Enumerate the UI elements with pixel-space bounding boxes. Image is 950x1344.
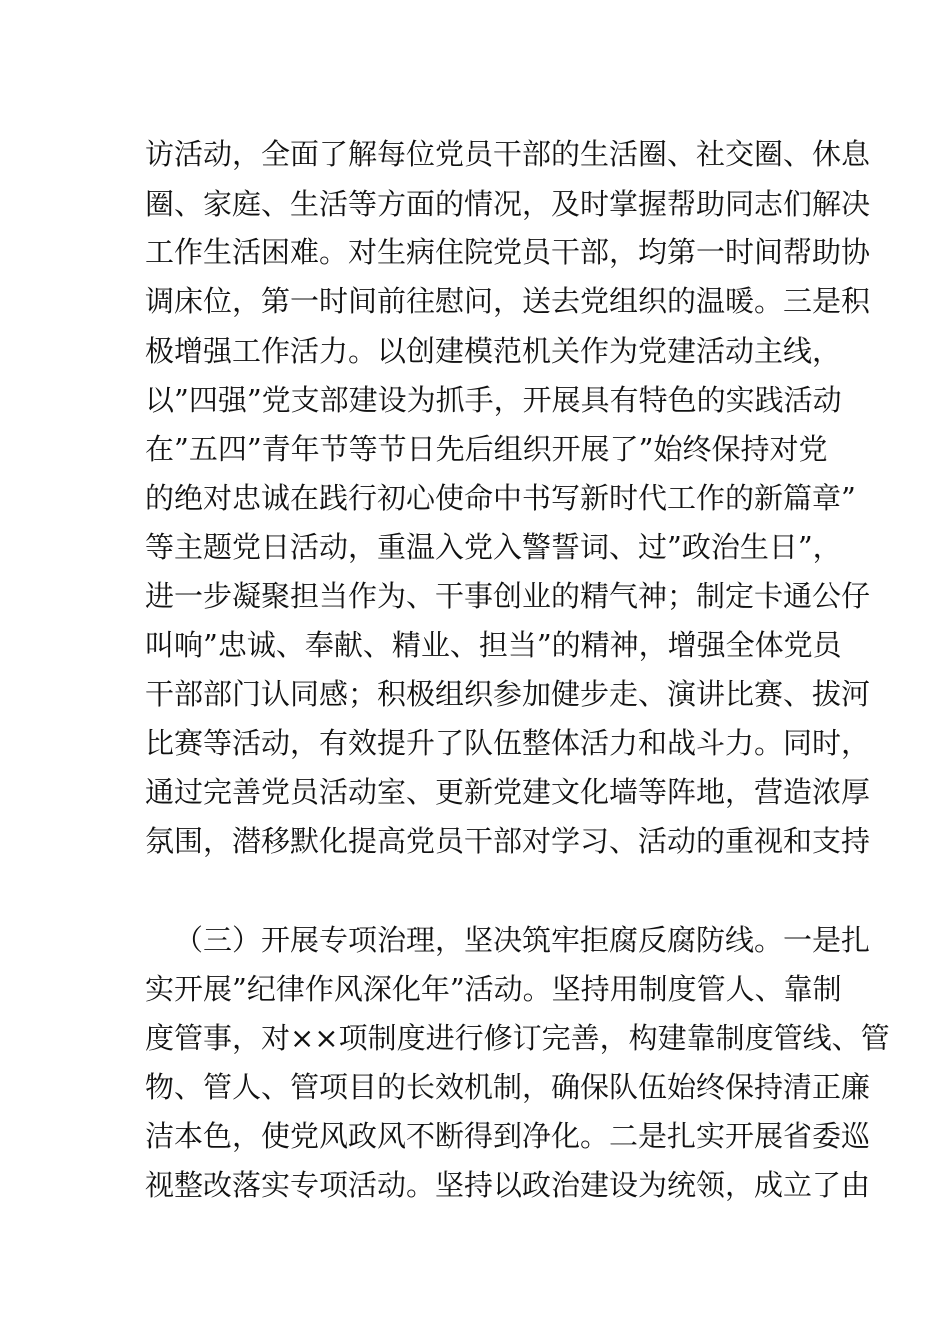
text-line: 干部部门认同感；积极组织参加健步走、演讲比赛、拔河 bbox=[145, 677, 871, 711]
text-line: 视整改落实专项活动。坚持以政治建设为统领，成立了由 bbox=[145, 1168, 871, 1202]
text-line: 的绝对忠诚在践行初心使命中书写新时代工作的新篇章” bbox=[145, 481, 856, 515]
text-line: 度管事，对××项制度进行修订完善，构建靠制度管线、管 bbox=[145, 1021, 890, 1055]
text-line: 物、管人、管项目的长效机制，确保队伍始终保持清正廉 bbox=[145, 1070, 871, 1104]
text-line: 氛围，潜移默化提高党员干部对学习、活动的重视和支持 bbox=[145, 824, 871, 858]
text-line: 进一步凝聚担当作为、干事创业的精气神；制定卡通公仔 bbox=[145, 579, 871, 613]
text-line: 叫响”忠诚、奉献、精业、担当”的精神，增强全体党员 bbox=[145, 628, 842, 662]
text-line: 圈、家庭、生活等方面的情况，及时掌握帮助同志们解决 bbox=[145, 187, 871, 221]
text-line: 访活动，全面了解每位党员干部的生活圈、社交圈、休息 bbox=[145, 137, 871, 171]
text-line: （三）开展专项治理，坚决筑牢拒腐反腐防线。一是扎 bbox=[174, 923, 871, 957]
text-line: 在”五四”青年节等节日先后组织开展了”始终保持对党 bbox=[145, 432, 828, 466]
text-line: 通过完善党员活动室、更新党建文化墙等阵地，营造浓厚 bbox=[145, 775, 871, 809]
text-line: 洁本色，使党风政风不断得到净化。二是扎实开展省委巡 bbox=[145, 1119, 871, 1153]
text-line: 极增强工作活力。以创建模范机关作为党建活动主线， bbox=[145, 334, 842, 368]
text-line: 工作生活困难。对生病住院党员干部，均第一时间帮助协 bbox=[145, 235, 871, 269]
text-line: 调床位，第一时间前往慰问，送去党组织的温暖。三是积 bbox=[145, 284, 871, 318]
text-line: 实开展”纪律作风深化年”活动。坚持用制度管人、靠制 bbox=[145, 972, 842, 1006]
text-line: 比赛等活动，有效提升了队伍整体活力和战斗力。同时， bbox=[145, 726, 871, 760]
text-line: 等主题党日活动，重温入党入警誓词、过”政治生日”， bbox=[145, 530, 842, 564]
text-line: 以”四强”党支部建设为抓手，开展具有特色的实践活动 bbox=[145, 383, 842, 417]
